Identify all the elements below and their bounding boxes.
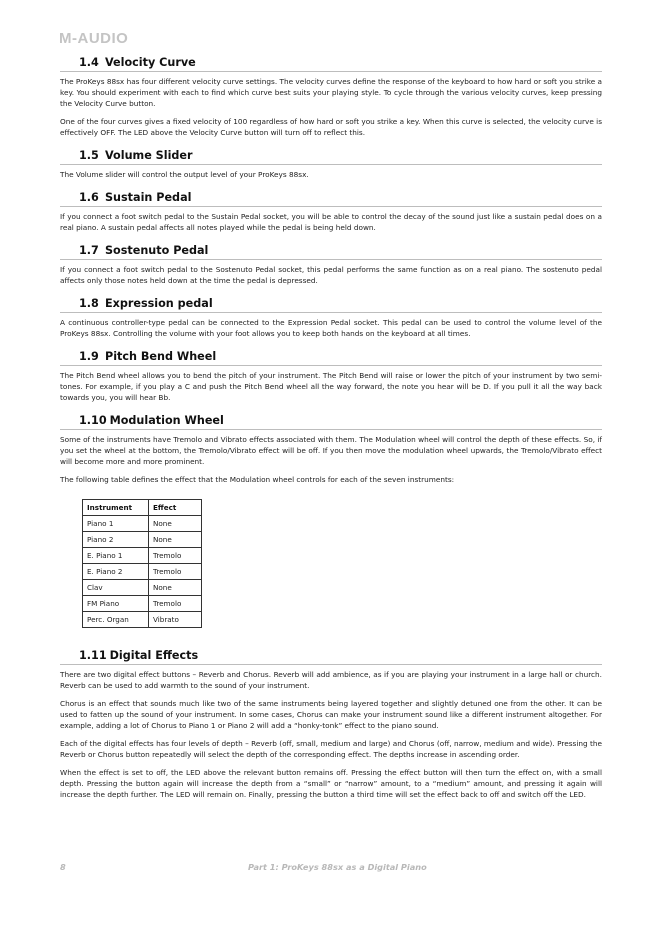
paragraph: The ProKeys 88sx has four different velocity curve settings. The velocity curves define the response of the keyboard to how hard or soft you strike a key. You should experiment with each to find which curve best suits your playing style. To cycle through the various velocity curves, keep pressing the Velocity Curve button.	[60, 77, 602, 108]
section-number: 1.8	[79, 297, 99, 310]
section-heading	[60, 414, 602, 430]
section-heading	[60, 244, 602, 260]
instrument-cell: Clav	[83, 580, 149, 596]
paragraph: The following table defines the effect that the Modulation wheel controls for each of the seven instruments:	[60, 475, 455, 484]
section-title: Velocity Curve	[105, 56, 196, 69]
modulation-effects-table	[82, 499, 202, 628]
section-volume-slider	[60, 149, 602, 180]
paragraph: A continuous controller-type pedal can be connected to the Expression Pedal socket. This pedal can be used to control the volume level of the ProKeys 88sx. Controlling the volume with your foot allows you to keep both hands on the keyboard at all times.	[60, 318, 602, 338]
effect-cell: Tremolo	[149, 564, 202, 580]
paragraph: The Volume slider will control the output level of your ProKeys 88sx.	[60, 170, 309, 179]
effect-cell: None	[149, 532, 202, 548]
section-heading	[60, 297, 602, 313]
instrument-cell: E. Piano 1	[83, 548, 149, 564]
section-number: 1.9	[79, 350, 99, 363]
table-row	[83, 580, 202, 596]
table-row	[83, 612, 202, 628]
effect-cell: Tremolo	[149, 548, 202, 564]
paragraph: If you connect a foot switch pedal to the Sustain Pedal socket, you will be able to control the decay of the sound just like a sustain pedal does on a real piano. A sustain pedal affects all notes played while the pedal is being held down.	[60, 212, 602, 232]
section-expression-pedal	[60, 297, 602, 339]
column-header-effect: Effect	[149, 500, 202, 516]
table-row	[83, 532, 202, 548]
section-title: Sustain Pedal	[105, 191, 192, 204]
section-number: 1.7	[79, 244, 99, 257]
section-digital-effects	[60, 649, 602, 800]
section-heading	[60, 649, 602, 665]
effect-cell: Vibrato	[149, 612, 202, 628]
paragraph: One of the four curves gives a fixed velocity of 100 regardless of how hard or soft you strike a key. When this curve is selected, the velocity curve is effectively OFF. The LED above the Velocity Curve button will turn off to reflect this.	[60, 117, 602, 137]
section-title: Modulation Wheel	[109, 414, 224, 427]
page-content	[60, 56, 602, 807]
page-number: 8	[60, 862, 66, 872]
table-row	[83, 548, 202, 564]
instrument-cell: Perc. Organ	[83, 612, 149, 628]
section-heading	[60, 56, 602, 72]
section-number: 1.4	[79, 56, 99, 69]
column-header-instrument: Instrument	[83, 500, 149, 516]
section-modulation-wheel	[60, 414, 602, 628]
table-row	[83, 596, 202, 612]
brand-logo: M-AUDIO	[59, 30, 129, 47]
section-title: Pitch Bend Wheel	[105, 350, 217, 363]
instrument-cell: FM Piano	[83, 596, 149, 612]
paragraph: Each of the digital effects has four levels of depth – Reverb (off, small, medium and large) and Chorus (off, narrow, medium and wide). Pressing the Reverb or Chorus button repeatedly will select the depth of the corresponding effect. The depths increase in ascending order.	[60, 739, 602, 759]
paragraph: When the effect is set to off, the LED above the relevant button remains off. Pressing the effect button will then turn the effect on, with a small depth. Pressing the button again will increase the depth from a “small” or “narrow” amount, to a “medium” amount, and pressing it again will increase the depth further. The LED will remain on. Finally, pressing the button a third time will set the effect back to off and switch off the LED.	[60, 768, 602, 799]
section-heading	[60, 149, 602, 165]
section-title: Sostenuto Pedal	[105, 244, 209, 257]
table-header-row	[83, 500, 202, 516]
paragraph: If you connect a foot switch pedal to the Sostenuto Pedal socket, this pedal performs the same function as on a real piano. The sostenuto pedal affects only those notes held down at the time the pedal is depressed.	[60, 265, 602, 285]
effect-cell: None	[149, 516, 202, 532]
section-number: 1.5	[79, 149, 99, 162]
section-heading	[60, 191, 602, 207]
section-sostenuto-pedal	[60, 244, 602, 286]
section-number: 1.6	[79, 191, 99, 204]
effect-cell: Tremolo	[149, 596, 202, 612]
section-heading	[60, 350, 602, 366]
paragraph: There are two digital effect buttons – Reverb and Chorus. Reverb will add ambience, as if you are playing your instrument in a large hall or church. Reverb can be used to add warmth to the sound of your instrument.	[60, 670, 602, 690]
table-row	[83, 516, 202, 532]
section-title: Expression pedal	[105, 297, 213, 310]
section-sustain-pedal	[60, 191, 602, 233]
section-title: Volume Slider	[105, 149, 193, 162]
effect-cell: None	[149, 580, 202, 596]
footer-title: Part 1: ProKeys 88sx as a Digital Piano	[248, 862, 427, 872]
paragraph: Chorus is an effect that sounds much like two of the same instruments being layered together and slightly detuned one from the other. It can be used to fatten up the sound of your instrument. In some cases, Chorus can make your instrument sound like a different instrument altogether. For example, adding a lot of Chorus to Piano 1 or Piano 2 will add a “honky-tonk” effect to the piano sound.	[60, 699, 602, 730]
instrument-cell: Piano 1	[83, 516, 149, 532]
section-number: 1.11	[79, 649, 107, 662]
instrument-cell: Piano 2	[83, 532, 149, 548]
section-velocity-curve	[60, 56, 602, 138]
instrument-cell: E. Piano 2	[83, 564, 149, 580]
section-title: Digital Effects	[109, 649, 199, 662]
section-number: 1.10	[79, 414, 107, 427]
paragraph: Some of the instruments have Tremolo and Vibrato effects associated with them. The Modulation wheel will control the depth of these effects. So, if you set the wheel at the bottom, the Tremolo/Vibrato effect will be off. If you then move the modulation wheel upwards, the Tremolo/Vibrato effect will become more and more prominent.	[60, 435, 602, 466]
table-row	[83, 564, 202, 580]
paragraph: The Pitch Bend wheel allows you to bend the pitch of your instrument. The Pitch Bend will raise or lower the pitch of your instrument by two semi-tones. For example, if you play a C and push the Pitch Bend wheel all the way forward, the note you hear will be D. If you pull it all the way back towards you, you will hear Bb.	[60, 371, 602, 402]
section-pitch-bend-wheel	[60, 350, 602, 403]
